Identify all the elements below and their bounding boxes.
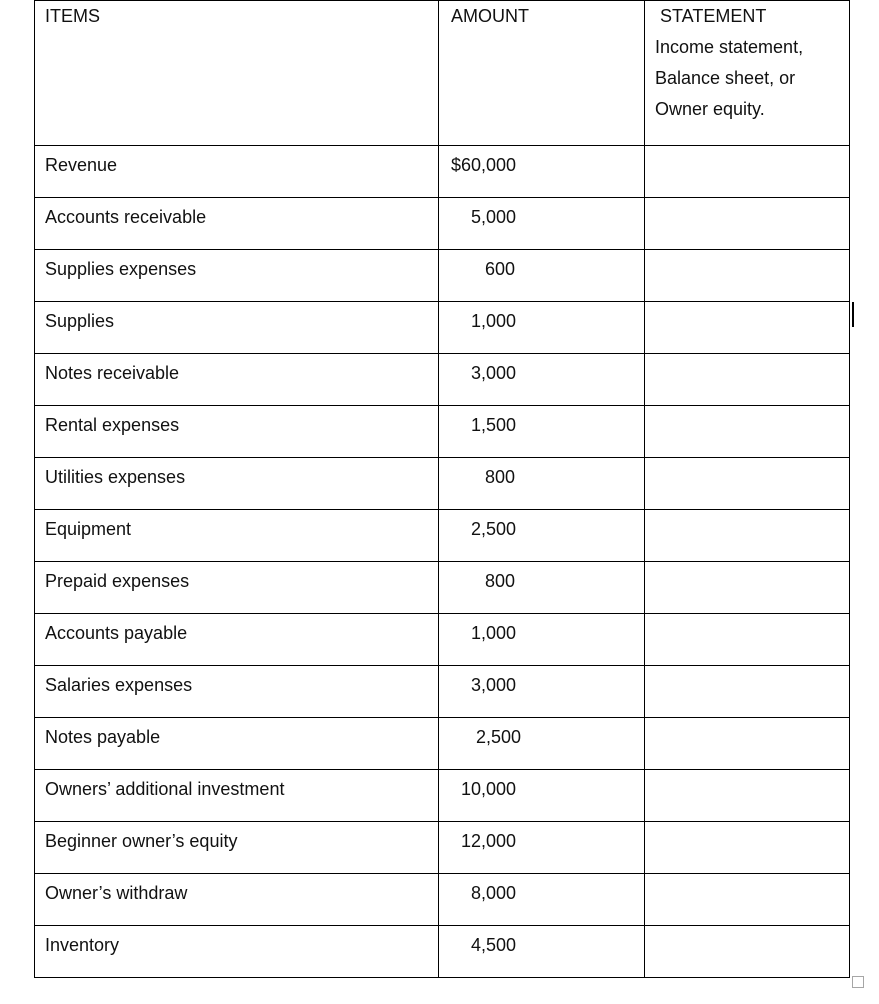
table-row (35, 718, 850, 770)
header-statement: STATEMENT (660, 6, 767, 26)
item-label: Inventory (45, 935, 120, 955)
table-row (35, 510, 850, 562)
statement-note-line-3: Owner equity. (655, 99, 765, 119)
item-cell[interactable] (35, 510, 439, 562)
amount-cell[interactable] (439, 458, 645, 510)
item-label: Owners’ additional investment (45, 779, 285, 799)
item-cell[interactable] (35, 666, 439, 718)
amount-cell[interactable] (439, 874, 645, 926)
amount-cell[interactable] (439, 354, 645, 406)
item-label: Beginner owner’s equity (45, 831, 238, 851)
amount-value: 12,000 (461, 831, 517, 851)
amount-cell[interactable] (439, 614, 645, 666)
item-cell[interactable] (35, 770, 439, 822)
amount-value: 2,500 (471, 519, 517, 539)
item-cell[interactable] (35, 302, 439, 354)
item-label: Utilities expenses (45, 467, 186, 487)
item-cell[interactable] (35, 562, 439, 614)
classification-table (34, 0, 850, 978)
table-row (35, 770, 850, 822)
header-amount-cell[interactable] (439, 1, 645, 146)
item-cell[interactable] (35, 614, 439, 666)
amount-cell[interactable] (439, 406, 645, 458)
statement-note-line-2: Balance sheet, or (655, 68, 796, 88)
amount-cell[interactable] (439, 666, 645, 718)
item-cell[interactable] (35, 874, 439, 926)
amount-value: 10,000 (461, 779, 517, 799)
item-cell[interactable] (35, 822, 439, 874)
item-label: Prepaid expenses (45, 571, 190, 591)
header-items-cell[interactable] (35, 1, 439, 146)
table-row (35, 250, 850, 302)
item-cell[interactable] (35, 458, 439, 510)
header-statement-cell[interactable] (645, 1, 850, 146)
amount-cell[interactable] (439, 822, 645, 874)
statement-cell[interactable] (645, 718, 850, 770)
amount-cell[interactable] (439, 198, 645, 250)
amount-value: 3,000 (471, 363, 517, 383)
amount-value: 600 (485, 259, 516, 279)
statement-cell[interactable] (645, 354, 850, 406)
table-row (35, 822, 850, 874)
amount-cell[interactable] (439, 718, 645, 770)
statement-cell[interactable] (645, 250, 850, 302)
table-row (35, 198, 850, 250)
item-label: Owner’s withdraw (45, 883, 188, 903)
amount-value: 800 (485, 571, 516, 591)
item-label: Rental expenses (45, 415, 180, 435)
item-label: Salaries expenses (45, 675, 193, 695)
statement-cell[interactable] (645, 770, 850, 822)
item-cell[interactable] (35, 718, 439, 770)
amount-value: $60,000 (451, 155, 517, 175)
statement-cell[interactable] (645, 666, 850, 718)
amount-cell[interactable] (439, 146, 645, 198)
statement-cell[interactable] (645, 510, 850, 562)
item-label: Notes receivable (45, 363, 180, 383)
statement-cell[interactable] (645, 562, 850, 614)
header-row (35, 1, 850, 146)
amount-value: 1,000 (471, 311, 517, 331)
table-row (35, 354, 850, 406)
table-resize-handle[interactable] (852, 976, 864, 988)
item-cell[interactable] (35, 926, 439, 978)
header-amount: AMOUNT (451, 6, 529, 26)
statement-cell[interactable] (645, 926, 850, 978)
table-row (35, 874, 850, 926)
item-label: Notes payable (45, 727, 161, 747)
statement-cell[interactable] (645, 198, 850, 250)
statement-cell[interactable] (645, 146, 850, 198)
statement-cell[interactable] (645, 822, 850, 874)
statement-cell[interactable] (645, 302, 850, 354)
amount-cell[interactable] (439, 302, 645, 354)
statement-cell[interactable] (645, 874, 850, 926)
item-label: Accounts payable (45, 623, 188, 643)
item-label: Equipment (45, 519, 132, 539)
table-row (35, 146, 850, 198)
amount-cell[interactable] (439, 562, 645, 614)
statement-cell[interactable] (645, 614, 850, 666)
amount-value: 800 (485, 467, 516, 487)
header-items: ITEMS (45, 6, 101, 26)
amount-value: 2,500 (476, 727, 522, 747)
table-row (35, 458, 850, 510)
item-cell[interactable] (35, 250, 439, 302)
amount-value: 1,000 (471, 623, 517, 643)
statement-cell[interactable] (645, 458, 850, 510)
statement-cell[interactable] (645, 406, 850, 458)
item-label: Supplies (45, 311, 115, 331)
item-cell[interactable] (35, 198, 439, 250)
table-row (35, 666, 850, 718)
amount-cell[interactable] (439, 926, 645, 978)
item-cell[interactable] (35, 406, 439, 458)
item-label: Accounts receivable (45, 207, 207, 227)
text-cursor (852, 302, 854, 327)
item-label: Supplies expenses (45, 259, 197, 279)
amount-value: 1,500 (471, 415, 517, 435)
amount-value: 8,000 (471, 883, 517, 903)
amount-cell[interactable] (439, 510, 645, 562)
item-cell[interactable] (35, 146, 439, 198)
item-cell[interactable] (35, 354, 439, 406)
amount-value: 4,500 (471, 935, 517, 955)
statement-note-line-1: Income statement, (655, 37, 804, 57)
table-row (35, 926, 850, 978)
amount-value: 3,000 (471, 675, 517, 695)
table-row (35, 614, 850, 666)
table-row (35, 562, 850, 614)
table-row (35, 406, 850, 458)
amount-cell[interactable] (439, 250, 645, 302)
amount-value: 5,000 (471, 207, 517, 227)
table-row (35, 302, 850, 354)
item-label: Revenue (45, 155, 118, 175)
amount-cell[interactable] (439, 770, 645, 822)
